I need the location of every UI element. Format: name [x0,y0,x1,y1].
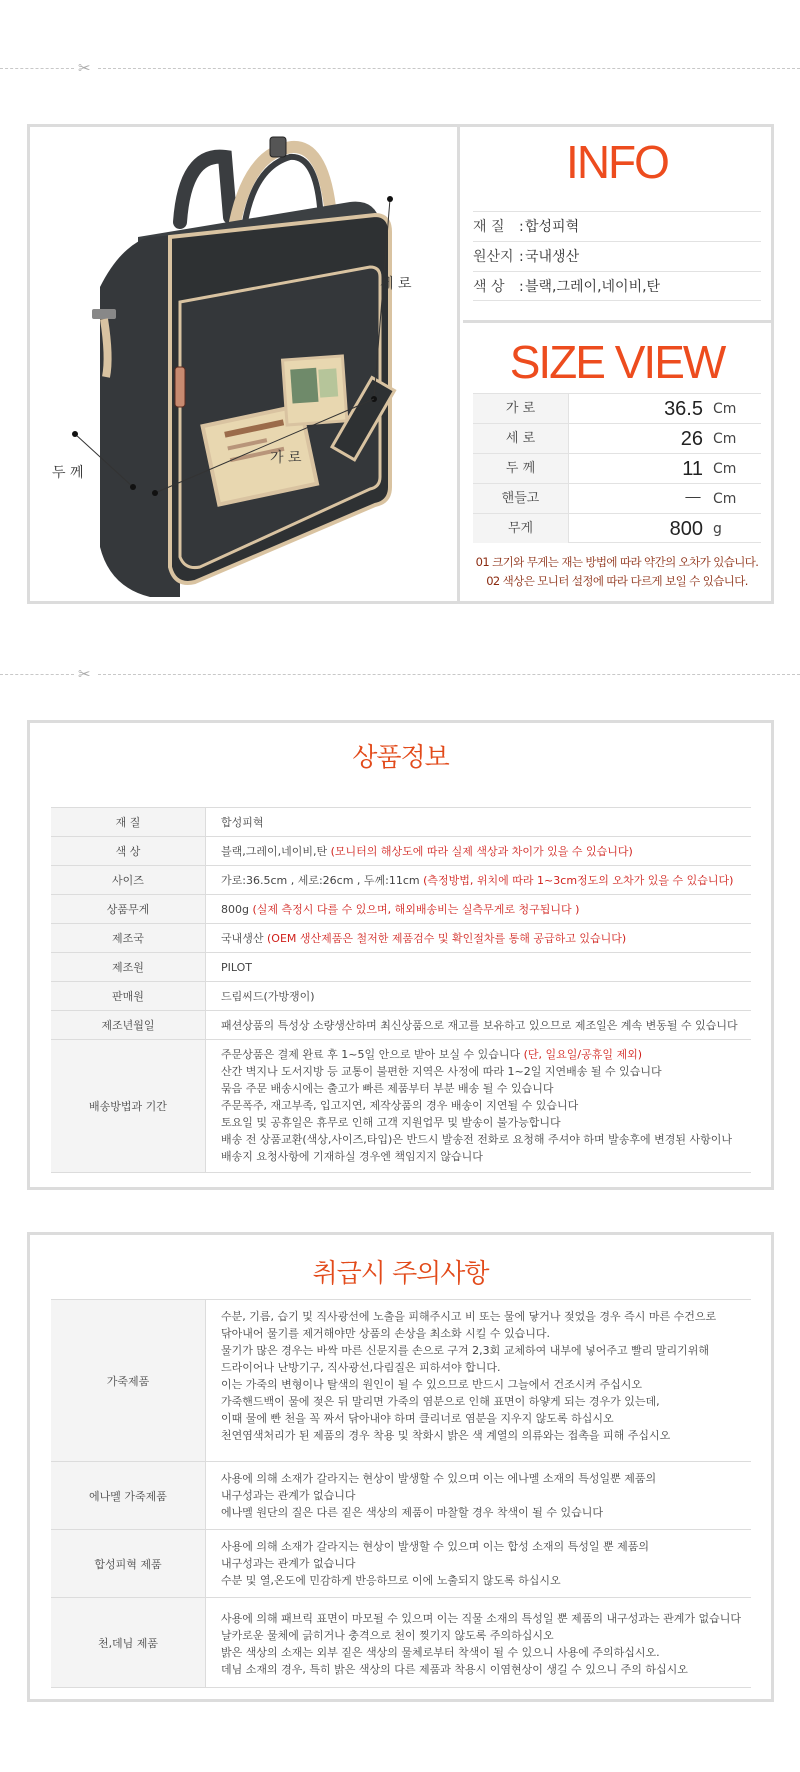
row-value: 주문상품은 결제 완료 후 1~5일 안으로 받아 보실 수 있습니다 (단, 일요일/공휴일 제외) 산간 벽지나 도서지방 등 교통이 불편한 지역은 사정에 따라 1~2일 지연배송 될 수 있습니다 묶음 주문 배송시에는 출고가 빠른 제품부터 부분 배송 될 수 있습니다 주문폭주, 재고부족, 입고지연, 제작상품의 경우 배송이 지연될 수 있습니다 토요일 및 공휴일은 휴무로 인해 고객 지원업무 및 발송이 불가능합니다 배송 전 상품교환(색상,사이즈,타입)은 반드시 발송전 전화로 요청해 주셔야 하며 발송후에 변경된 사항이나 배송지 요청사항에 기재하실 경우엔 책임지지 않습니다 [221,1048,732,1163]
scissors-icon: ✂ [78,59,91,77]
size-key: 핸들고 [473,484,569,513]
row-value: 수분, 기름, 습기 및 직사광선에 노출을 피해주시고 비 또는 물에 닿거나 젖었을 경우 즉시 마른 수건으로 닦아내어 물기를 제거해야만 상품의 손상을 최소화 시킬 수 있습니다. 물기가 많은 경우는 바싹 마른 신문지를 손으로 구겨 2,3회 교체하여 내부에 넣어주고 빨리 말리기위해 드라이어나 난방기구, 직사광선,다림질은 피하셔야 합니다. 이는 가죽의 변형이나 탈색의 원인이 될 수 있으므로 반드시 그늘에서 건조시켜 주십시오 가죽핸드백이 물에 젖은 뒤 말리면 가죽의 염분으로 인해 표면이 하얗게 되는 경우가 있는데, 이때 물에 빤 천을 꼭 짜서 닦아내야 하며 클리너로 염분을 지우지 않도록 하십시오 천연염색처리가 된 제품의 경우 착용 및 착화시 밝은 색 계열의 의류와는 접촉을 피해 주십시오 [221,1310,717,1442]
size-row-width [473,393,761,423]
size-view-box [463,326,771,601]
row-value: 국내생산 (OEM 생산제품은 철저한 제품검수 및 확인절차를 통해 공급하고 있습니다) [221,932,627,945]
row-key: 합성피혁 제품 [51,1530,206,1597]
table-row-leather [51,1300,751,1462]
size-view-title: SIZE VIEW [509,336,725,388]
table-row [51,1011,751,1040]
size-key: 세 로 [473,424,569,453]
size-value: 800 [669,518,703,540]
table-row [51,895,751,924]
product-info-title: 상품정보 [352,743,449,773]
size-value: 11 [682,458,703,480]
size-value: － [683,488,703,510]
table-row [51,808,751,837]
row-key: 배송방법과 기간 [51,1040,206,1172]
size-unit: g [713,521,722,537]
size-key: 두 께 [473,454,569,483]
row-key: 에나멜 가죽제품 [51,1462,206,1529]
size-unit: Cm [713,461,737,477]
width-label: 가 로 [270,450,302,466]
table-row-shipping [51,1040,751,1173]
info-title: INFO [566,136,668,188]
row-key: 사이즈 [51,866,206,894]
table-row [51,982,751,1011]
size-unit: Cm [713,431,737,447]
size-unit: Cm [713,491,737,507]
info-row-color: 색 상 :블랙,그레이,네이비,탄 [473,271,761,301]
row-value: 사용에 의해 소재가 갈라지는 현상이 발생할 수 있으며 이는 에나멜 소재의 특성일뿐 제품의 내구성과는 관계가 없습니다 에나멜 원단의 질은 다른 짙은 색상의 제품이 마찰할 경우 착색이 될 수 있습니다 [221,1472,657,1519]
dashed-line [98,674,800,675]
row-key: 제조국 [51,924,206,952]
size-key: 가 로 [473,394,569,423]
size-unit: Cm [713,401,737,417]
row-value: 패션상품의 특성상 소량생산하며 최신상품으로 재고를 보유하고 있으므로 제조일은 계속 변동될 수 있습니다 [221,1019,738,1032]
bag-illustration [30,127,460,601]
size-note-2: 02 색상은 모니터 설정에 따라 다르게 보일 수 있습니다. [486,574,748,588]
info-key: 원산지 [473,249,514,265]
product-info-section [27,720,774,1190]
row-key: 판매원 [51,982,206,1010]
height-label: 세 로 [380,276,412,292]
depth-label: 두 께 [52,465,84,481]
spec-panel [463,127,771,601]
divider-top [0,58,800,78]
dashed-line [0,68,74,69]
info-value: 블랙,그레이,네이비,탄 [525,279,661,295]
size-value: 26 [680,428,703,450]
table-row [51,953,751,982]
row-value: 블랙,그레이,네이비,탄 (모니터의 해상도에 따라 실제 색상과 차이가 있을 수 있습니다) [221,845,633,858]
care-section [27,1232,774,1702]
size-key: 무게 [473,514,569,543]
row-value: 가로:36.5cm , 세로:26cm , 두께:11cm (측정방법, 위치에 따라 1~3cm정도의 오차가 있을 수 있습니다) [221,874,734,887]
size-note-1: 01 크기와 무게는 재는 방법에 따라 약간의 오차가 있습니다. [475,555,759,569]
row-value: 합성피혁 [221,816,264,829]
table-row-fabric [51,1598,751,1688]
row-value: 사용에 의해 소재가 갈라지는 현상이 발생할 수 있으며 이는 합성 소재의 특성일 뿐 제품의 내구성과는 관계가 없습니다 수분 및 열,온도에 민감하게 반응하므로 이에 노출되지 않도록 하십시오 [221,1540,649,1587]
row-key: 가죽제품 [51,1300,206,1461]
table-row [51,866,751,895]
info-section [27,124,774,604]
care-title: 취급시 주의사항 [312,1259,489,1289]
table-row-synthetic [51,1530,751,1598]
care-table [51,1299,751,1688]
product-image [30,127,460,601]
size-row-depth [473,453,761,483]
size-row-weight [473,513,761,543]
table-row [51,924,751,953]
table-row-enamel [51,1462,751,1530]
row-value: 800g (실제 측정시 다를 수 있으며, 해외배송비는 실측무게로 청구됩니다 ) [221,903,580,916]
row-key: 재 질 [51,808,206,836]
info-row-origin: 원산지 :국내생산 [473,241,761,271]
dashed-line [98,68,800,69]
divider-middle [0,664,800,684]
info-value: 합성피혁 [525,219,580,235]
info-box [463,127,771,323]
row-key: 천,데님 제품 [51,1598,206,1687]
info-value: 국내생산 [525,249,580,265]
row-value: 사용에 의해 패브릭 표면이 마모될 수 있으며 이는 직물 소재의 특성일 뿐 제품의 내구성과는 관계가 없습니다 날카로운 물체에 긁히거나 충격으로 천이 찢기지 않도록 주의하십시오 밝은 색상의 소재는 외부 짙은 색상의 물체로부터 착색이 될 수 있으니 사용에 주의하십시오. 데님 소재의 경우, 특히 밝은 색상의 다른 제품과 착용시 이염현상이 생길 수 있으니 주의 하십시오 [221,1612,741,1676]
row-key: 제조원 [51,953,206,981]
table-row [51,837,751,866]
info-row-material: 재 질 :합성피혁 [473,211,761,241]
row-key: 제조년월일 [51,1011,206,1039]
row-value: PILOT [221,961,252,974]
info-key: 색 상 [473,279,505,295]
row-key: 상품무게 [51,895,206,923]
row-value: 드림씨드(가방쟁이) [221,990,315,1003]
product-info-table [51,807,751,1173]
info-key: 재 질 [473,219,505,235]
scissors-icon: ✂ [78,665,91,683]
dashed-line [0,674,74,675]
size-row-height [473,423,761,453]
size-value: 36.5 [664,398,703,420]
size-row-handle [473,483,761,513]
row-key: 색 상 [51,837,206,865]
